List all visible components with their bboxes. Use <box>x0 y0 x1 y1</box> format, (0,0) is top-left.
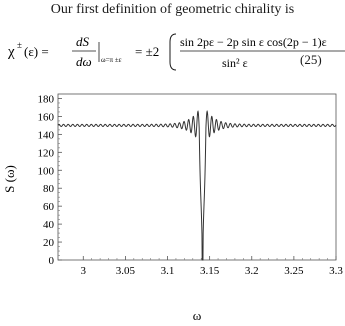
y-tick-label: 60 <box>43 201 54 214</box>
eq-lhs-arg: (ε) = <box>24 44 49 59</box>
x-tick-label: 3.25 <box>284 265 304 277</box>
y-tick-label: 140 <box>37 129 54 142</box>
y-tick-label: 180 <box>37 93 54 106</box>
y-tick-label: 40 <box>43 219 54 232</box>
equation <box>0 20 345 80</box>
heading-text: Our first definition of geometric chirality is <box>50 2 295 17</box>
x-tick-label: 3.05 <box>115 265 136 277</box>
eq-rhs-coef: = ±2 <box>135 44 160 59</box>
eq-lhs-super: ± <box>17 40 22 50</box>
eq-left-bracket <box>170 34 176 70</box>
ticks <box>38 93 344 277</box>
x-tick-label: 3.15 <box>200 265 220 277</box>
y-axis-label: S (ω) <box>2 165 17 193</box>
eq-big-num: sin 2pε − 2p sin ε cos(2p − 1)ε <box>180 35 327 49</box>
eq-frac-den: dω <box>76 54 92 69</box>
y-tick-label: 100 <box>37 165 54 178</box>
x-tick-label: 3.1 <box>160 265 175 277</box>
eq-eval-sub: ω=π ±ε <box>101 56 122 64</box>
y-tick-label: 160 <box>37 111 54 124</box>
chart <box>0 84 345 326</box>
eq-big-den: sin² ε <box>222 56 248 70</box>
y-tick-label: 20 <box>43 237 54 250</box>
x-tick-label: 3 <box>80 265 87 277</box>
eq-frac-num: dS <box>76 34 89 49</box>
series-line <box>58 111 336 260</box>
eq-lhs: χ <box>8 44 15 60</box>
equation-number: (25) <box>300 52 322 67</box>
x-tick-label: 3.2 <box>244 265 259 277</box>
x-axis-label: ω <box>192 308 202 323</box>
y-tick-label: 120 <box>37 147 54 160</box>
y-tick-label: 0 <box>48 255 54 267</box>
y-tick-label: 80 <box>43 183 54 196</box>
x-tick-label: 3.3 <box>329 265 343 277</box>
